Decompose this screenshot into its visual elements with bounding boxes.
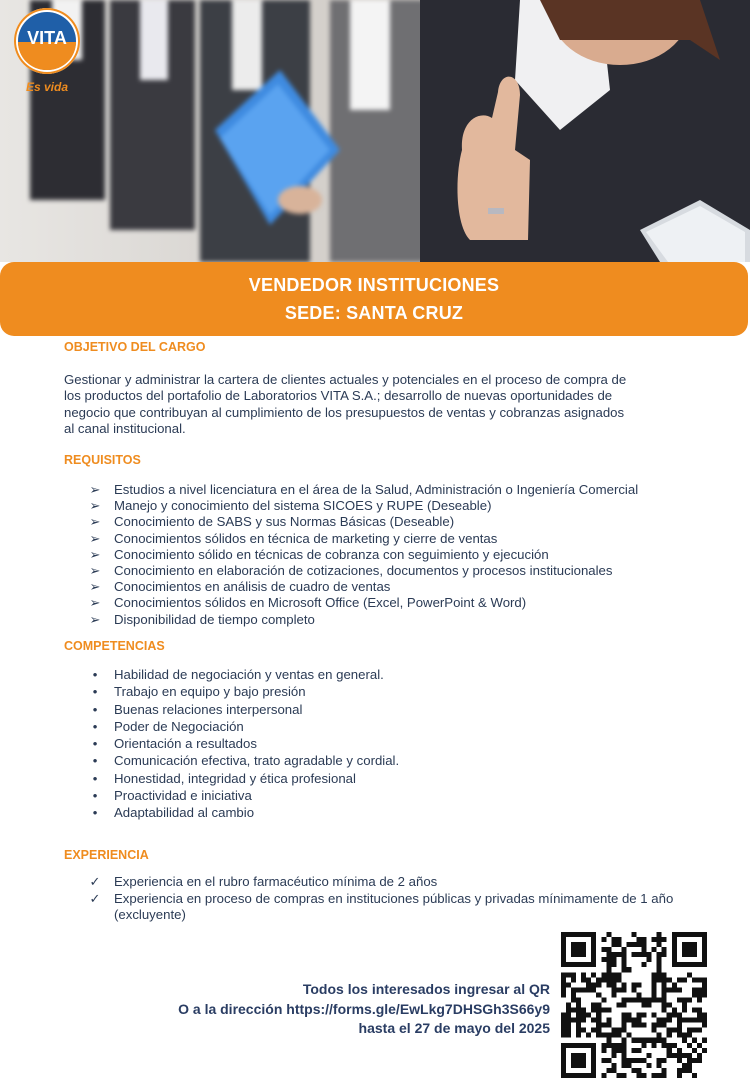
- dot-bullet-icon: •: [92, 718, 98, 734]
- logo-brand: VITA: [27, 28, 67, 48]
- arrow-bullet-icon: ➢: [89, 514, 101, 530]
- list-item: ➢ Conocimiento de SABS y sus Normas Básicas (Deseable): [89, 514, 455, 530]
- dot-bullet-icon: •: [92, 805, 98, 821]
- list-item: ➢ Conocimientos sólidos en técnica de marketing y cierre de ventas: [89, 530, 498, 546]
- list-item: • Trabajo en equipo y bajo presión: [88, 683, 399, 700]
- dot-bullet-icon: •: [92, 684, 98, 700]
- list-item: ➢ Conocimientos en análisis de cuadro de ventas: [89, 579, 391, 595]
- list-item: ➢ Conocimiento sólido en técnicas de cobranza con seguimiento y ejecución: [89, 546, 549, 562]
- footer-line: Todos los interesados ingresar al QR: [302, 981, 550, 997]
- list-item: • Poder de Negociación: [88, 718, 399, 735]
- dot-bullet-icon: •: [92, 701, 98, 717]
- vita-logo: [14, 8, 84, 98]
- hero-people-illustration: [0, 0, 750, 262]
- arrow-bullet-icon: ➢: [89, 611, 101, 627]
- competencias-heading: COMPETENCIAS: [64, 639, 165, 653]
- dot-bullet-icon: •: [92, 667, 98, 682]
- list-item: ➢ Conocimientos sólidos en Microsoft Office (Excel, PowerPoint & Word): [89, 595, 527, 611]
- list-item: ➢ Estudios a nivel licenciatura en el área de la Salud, Administración o Ingeniería Comercial: [89, 482, 639, 497]
- list-item: ✓ Experiencia en el rubro farmacéutico mínima de 2 años: [89, 874, 438, 889]
- arrow-bullet-icon: ➢: [89, 482, 101, 497]
- arrow-bullet-icon: ➢: [89, 562, 101, 578]
- dot-bullet-icon: •: [92, 736, 98, 752]
- objetivo-line: negocio que contribuyan al cumplimiento de los presupuestos de ventas y cobranzas asignados: [64, 404, 625, 420]
- job-title: VENDEDOR INSTITUCIONES: [248, 275, 500, 295]
- objetivo-paragraph: [64, 372, 674, 438]
- list-item: ➢ Manejo y conocimiento del sistema SICOES y RUPE (Deseable): [89, 498, 492, 514]
- list-item: ➢ Disponibilidad de tiempo completo: [89, 611, 315, 627]
- dot-bullet-icon: •: [92, 753, 98, 769]
- list-item: • Comunicación efectiva, trato agradable y cordial.: [88, 752, 399, 769]
- logo-tagline: Es vida: [25, 80, 69, 94]
- list-item: • Proactividad e iniciativa: [88, 787, 399, 804]
- arrow-bullet-icon: ➢: [89, 579, 101, 595]
- check-bullet-icon: ✓: [89, 890, 101, 906]
- dot-bullet-icon: •: [92, 788, 98, 804]
- dot-bullet-icon: •: [92, 770, 98, 786]
- requisitos-heading: REQUISITOS: [64, 453, 141, 467]
- list-item: • Buenas relaciones interpersonal: [88, 701, 399, 718]
- arrow-bullet-icon: ➢: [89, 530, 101, 546]
- experiencia-heading: EXPERIENCIA: [64, 848, 149, 862]
- hero-photo: [0, 0, 750, 262]
- competencias-list: [88, 666, 399, 822]
- requisitos-list: [88, 482, 638, 628]
- qr-code-icon[interactable]: [561, 932, 707, 1078]
- objetivo-heading: OBJETIVO DEL CARGO: [64, 340, 206, 354]
- list-item: ➢ Conocimiento en elaboración de cotizaciones, documentos y procesos institucionales: [89, 562, 613, 578]
- title-banner: [0, 262, 748, 336]
- job-location: SEDE: SANTA CRUZ: [284, 303, 464, 323]
- list-item: • Honestidad, integridad y ética profesional: [88, 770, 399, 787]
- arrow-bullet-icon: ➢: [89, 498, 101, 514]
- check-bullet-icon: ✓: [89, 874, 101, 889]
- arrow-bullet-icon: ➢: [89, 595, 101, 611]
- objetivo-line: al canal institucional.: [64, 421, 186, 437]
- deadline: hasta el 27 de mayo del 2025: [358, 1020, 550, 1037]
- application-url[interactable]: O a la dirección https://forms.gle/EwLkg7DHSGh3S66y9: [178, 1000, 550, 1017]
- arrow-bullet-icon: ➢: [89, 546, 101, 562]
- objetivo-line: los productos del portafolio de Laboratorios VITA S.A.; desarrollo de nuevas oportunidades de: [64, 388, 613, 404]
- experiencia-list: [88, 874, 684, 924]
- list-item: ✓ Experiencia en proceso de compras en instituciones públicas y privadas mínimamente de 1 año (excluyente): [89, 890, 674, 922]
- list-item: • Habilidad de negociación y ventas en general.: [88, 666, 399, 683]
- objetivo-line: Gestionar y administrar la cartera de clientes actuales y potenciales en el proceso de compra de: [64, 372, 627, 387]
- application-instructions: [178, 980, 550, 1039]
- list-item: • Orientación a resultados: [88, 735, 399, 752]
- list-item: • Adaptabilidad al cambio: [88, 804, 399, 821]
